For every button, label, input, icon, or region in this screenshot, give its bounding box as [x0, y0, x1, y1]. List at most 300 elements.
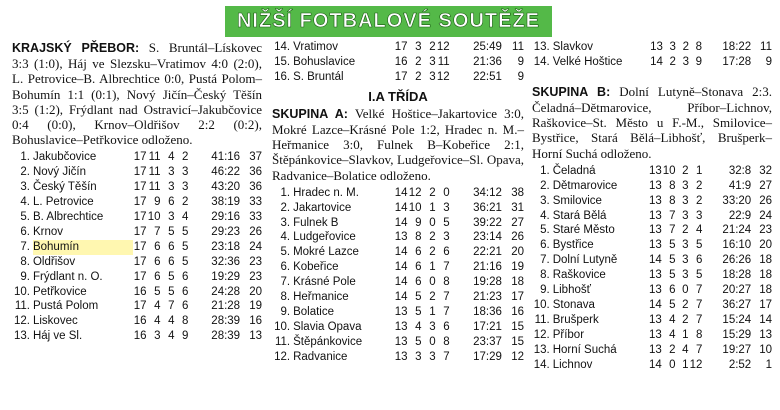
cell-p: 13: [394, 320, 408, 333]
cell-d: 2: [682, 164, 689, 177]
cell-pts: 15: [511, 320, 524, 333]
cell-rank: 1.: [20, 151, 30, 164]
cell-team: Kobeřice: [293, 261, 339, 274]
cell-w: 6: [415, 261, 422, 274]
cell-score: 25:49: [473, 41, 502, 53]
cell-rank: 12.: [533, 328, 550, 341]
cell-p: 13: [648, 343, 662, 356]
cell-team: Staré Město: [552, 224, 615, 237]
cell-pts: 33: [249, 211, 262, 224]
cell-l: 8: [443, 276, 450, 289]
cell-pts: 17: [511, 291, 524, 304]
cell-l: 3: [695, 209, 703, 222]
cell-rank: 14.: [533, 55, 550, 68]
skupina-a-results: [272, 106, 524, 183]
cell-rank: 1.: [280, 186, 291, 199]
cell-w: 5: [669, 239, 676, 252]
cell-l: 8: [695, 328, 703, 341]
cell-d: 3: [682, 179, 689, 192]
cell-l: 7: [695, 313, 703, 326]
cell-score: 18:22: [722, 41, 752, 53]
table-row: [272, 186, 524, 201]
krajsky-prebor-table-continued: [272, 40, 524, 85]
cell-rank: 10.: [13, 285, 30, 298]
cell-score: 26:26: [722, 254, 752, 267]
cell-l: 6: [443, 320, 450, 333]
cell-p: 14: [394, 216, 408, 229]
table-row: [532, 55, 772, 70]
cell-p: 13: [648, 328, 662, 341]
cell-w: 2: [669, 55, 676, 68]
cell-rank: 5.: [20, 211, 30, 224]
cell-rank: 2.: [540, 179, 550, 192]
cell-l: 5: [181, 240, 189, 253]
cell-p: 14: [650, 55, 663, 68]
cell-team: Radvanice: [293, 350, 348, 363]
cell-pts: 1: [765, 358, 772, 371]
cell-rank: 15.: [274, 55, 291, 68]
cell-team: Petřkovice: [32, 285, 87, 298]
cell-p: 14: [394, 246, 408, 259]
cell-pts: 27: [759, 179, 772, 192]
cell-pts: 26: [511, 231, 524, 244]
cell-l: 4: [181, 211, 189, 224]
cell-rank: 6.: [20, 225, 30, 238]
table-row: [12, 165, 262, 180]
cell-score: 19:28: [473, 276, 502, 289]
cell-pts: 17: [759, 298, 772, 311]
cell-w: 8: [669, 179, 676, 192]
cell-score: 20:27: [722, 284, 752, 297]
cell-l: 7: [695, 343, 703, 356]
cell-team: S. Bruntál: [293, 70, 344, 83]
column-right: [532, 40, 772, 373]
cell-p: 13: [648, 313, 662, 326]
cell-l: 3: [443, 231, 450, 244]
cell-d: 1: [682, 358, 689, 371]
cell-team: Mokré Lazce: [293, 246, 359, 259]
cell-l: 6: [181, 300, 189, 313]
cell-team: Hradec n. M.: [293, 186, 359, 199]
cell-w: 0: [669, 358, 676, 371]
cell-p: 13: [394, 350, 408, 363]
cell-l: 3: [181, 181, 189, 194]
cell-score: 23:18: [211, 240, 241, 253]
cell-d: 4: [682, 343, 689, 356]
table-row: [12, 255, 262, 270]
cell-d: 4: [168, 151, 175, 164]
cell-d: 4: [168, 330, 175, 343]
cell-p: 14: [394, 276, 408, 289]
skupina-b-table: [532, 164, 772, 373]
cell-p: 13: [648, 179, 662, 192]
cell-d: 2: [429, 41, 436, 53]
cell-l: 2: [695, 179, 703, 192]
cell-p: 13: [648, 284, 662, 297]
cell-rank: 7.: [20, 240, 30, 253]
cell-d: 3: [682, 55, 689, 68]
cell-d: 0: [682, 284, 689, 297]
cell-score: 29:16: [211, 211, 241, 224]
table-row: [272, 350, 524, 365]
cell-d: 2: [429, 231, 436, 244]
cell-w: 7: [669, 209, 676, 222]
cell-pts: 20: [511, 246, 524, 259]
cell-team: Krnov: [32, 225, 64, 238]
cell-rank: 14.: [274, 41, 291, 53]
cell-team: Bohuslavice: [293, 55, 356, 68]
cell-d: 3: [429, 320, 436, 333]
column-krajsky-prebor: [12, 40, 262, 344]
table-row: [12, 270, 262, 285]
cell-team: Stonava: [552, 298, 595, 311]
table-row: [12, 180, 262, 195]
cell-p: 17: [133, 211, 147, 224]
cell-score: 17:29: [473, 350, 502, 363]
cell-w: 6: [415, 276, 422, 289]
cell-score: 2:52: [728, 358, 752, 371]
cell-score: 23:14: [473, 231, 502, 244]
cell-team: Frýdlant n. O.: [32, 270, 103, 283]
krajsky-prebor-title: KRAJSKÝ PŘEBOR:: [12, 41, 140, 55]
cell-d: 3: [429, 350, 436, 363]
cell-score: 46:22: [211, 166, 241, 179]
cell-l: 2: [695, 194, 703, 207]
cell-team: Český Těšín: [32, 181, 97, 194]
cell-score: 21:24: [722, 224, 752, 237]
cell-team: Vratimov: [293, 41, 339, 53]
cell-d: 7: [168, 300, 175, 313]
cell-score: 18:28: [722, 269, 752, 282]
cell-w: 3: [415, 350, 422, 363]
cell-d: 2: [429, 291, 436, 304]
cell-rank: 12.: [274, 350, 291, 363]
table-row: [272, 320, 524, 335]
cell-w: 8: [415, 231, 422, 244]
cell-w: 10: [408, 201, 422, 214]
cell-pts: 13: [249, 330, 262, 343]
cell-w: 4: [415, 320, 422, 333]
cell-rank: 12.: [13, 315, 30, 328]
cell-d: 3: [682, 239, 689, 252]
cell-w: 11: [148, 151, 161, 164]
cell-d: 4: [168, 315, 175, 328]
cell-team: Háj ve Sl.: [32, 330, 83, 343]
cell-team: Slavkov: [552, 41, 594, 53]
cell-team: Fulnek B: [293, 216, 339, 229]
cell-w: 2: [669, 343, 676, 356]
cell-pts: 23: [759, 224, 772, 237]
cell-w: 12: [408, 186, 422, 199]
table-row: [532, 164, 772, 179]
cell-p: 17: [133, 151, 147, 164]
cell-w: 9: [415, 216, 422, 229]
cell-l: 4: [695, 224, 703, 237]
cell-rank: 8.: [280, 291, 291, 304]
cell-d: 3: [682, 209, 689, 222]
cell-w: 6: [154, 255, 161, 268]
table-row: [532, 40, 772, 55]
cell-w: 6: [415, 246, 422, 259]
table-row: [532, 194, 772, 209]
cell-pts: 33: [249, 196, 262, 209]
cell-w: 7: [669, 224, 676, 237]
table-row: [12, 210, 262, 225]
cell-l: 0: [443, 186, 450, 199]
table-row: [272, 275, 524, 290]
cell-d: 2: [682, 313, 689, 326]
cell-team: Bohumín: [33, 240, 133, 255]
cell-rank: 14.: [533, 358, 550, 371]
table-row: [272, 55, 524, 70]
cell-l: 11: [437, 55, 450, 68]
krajsky-prebor-results: [12, 40, 262, 147]
cell-d: 0: [429, 216, 436, 229]
cell-team: B. Albrechtice: [32, 211, 104, 224]
cell-rank: 5.: [540, 224, 550, 237]
cell-p: 17: [133, 225, 147, 238]
cell-team: Dolní Lutyně: [552, 254, 618, 267]
cell-w: 5: [154, 285, 161, 298]
cell-pts: 10: [759, 343, 772, 356]
cell-rank: 4.: [20, 196, 30, 209]
cell-pts: 18: [759, 254, 772, 267]
skupina-a-table: [272, 186, 524, 365]
cell-pts: 20: [759, 239, 772, 252]
table-row: [12, 240, 262, 255]
cell-pts: 11: [512, 41, 524, 53]
cell-pts: 9: [517, 55, 524, 68]
table-row: [532, 328, 772, 343]
cell-l: 9: [181, 330, 189, 343]
cell-team: Brušperk: [552, 313, 599, 326]
cell-d: 0: [429, 335, 436, 348]
cell-w: 5: [669, 269, 676, 282]
table-row: [532, 238, 772, 253]
cell-pts: 23: [249, 270, 262, 283]
cell-pts: 26: [249, 225, 262, 238]
cell-d: 6: [168, 196, 175, 209]
cell-rank: 13.: [533, 343, 550, 356]
cell-pts: 14: [759, 313, 772, 326]
cell-w: 4: [669, 328, 676, 341]
table-row: [532, 209, 772, 224]
table-row: [12, 314, 262, 329]
cell-w: 5: [669, 254, 676, 267]
cell-team: L. Petrovice: [32, 196, 94, 209]
cell-l: 7: [695, 298, 703, 311]
table-row: [12, 299, 262, 314]
cell-d: 1: [682, 328, 689, 341]
table-row: [12, 225, 262, 240]
table-row: [272, 305, 524, 320]
cell-p: 14: [394, 201, 408, 214]
cell-p: 14: [394, 261, 408, 274]
cell-d: 5: [168, 285, 175, 298]
cell-w: 4: [154, 315, 161, 328]
cell-p: 13: [648, 224, 662, 237]
cell-pts: 24: [759, 209, 772, 222]
cell-p: 14: [394, 291, 408, 304]
cell-rank: 2.: [20, 166, 30, 179]
cell-pts: 16: [511, 305, 524, 318]
cell-score: 36:21: [473, 201, 502, 214]
cell-p: 13: [648, 164, 662, 177]
cell-rank: 13.: [13, 330, 30, 343]
banner-title: NIŽŠÍ FOTBALOVÉ SOUTĚŽE: [236, 10, 540, 32]
cell-pts: 38: [511, 186, 524, 199]
cell-score: 33:20: [722, 194, 752, 207]
cell-l: 8: [181, 315, 189, 328]
cell-team: Lichnov: [552, 358, 593, 371]
skupina-b-title: SKUPINA B:: [532, 84, 611, 99]
cell-score: 41:9: [728, 179, 752, 192]
cell-d: 6: [168, 255, 175, 268]
cell-w: 4: [154, 300, 161, 313]
cell-w: 6: [154, 240, 161, 253]
table-row: [532, 223, 772, 238]
cell-score: 36:27: [722, 298, 752, 311]
table-row: [272, 201, 524, 216]
cell-p: 13: [394, 231, 408, 244]
skupina-a-table-continued: [532, 40, 772, 70]
cell-l: 6: [181, 285, 189, 298]
cell-pts: 19: [511, 261, 524, 274]
cell-team: Krásné Pole: [293, 276, 356, 289]
cell-w: 3: [669, 41, 676, 53]
cell-team: Dětmarovice: [552, 179, 618, 192]
cell-pts: 11: [760, 41, 772, 53]
cell-team: Jakubčovice: [32, 151, 97, 164]
cell-w: 9: [154, 196, 161, 209]
table-row: [12, 195, 262, 210]
cell-pts: 13: [759, 328, 772, 341]
cell-score: 38:19: [211, 196, 241, 209]
cell-l: 12: [436, 70, 450, 83]
table-row: [272, 245, 524, 260]
cell-w: 6: [669, 284, 676, 297]
cell-rank: 13.: [533, 41, 550, 53]
cell-team: Nový Jičín: [32, 166, 87, 179]
table-row: [272, 260, 524, 275]
cell-score: 28:39: [211, 315, 241, 328]
cell-l: 6: [695, 254, 703, 267]
cell-score: 22:21: [473, 246, 502, 259]
cell-score: 22:51: [473, 70, 502, 83]
cell-l: 2: [181, 196, 189, 209]
page-banner: [225, 6, 552, 37]
cell-team: Čeladná: [552, 164, 596, 177]
cell-w: 5: [415, 305, 422, 318]
cell-rank: 5.: [280, 246, 291, 259]
cell-score: 28:39: [211, 330, 241, 343]
cell-l: 8: [695, 41, 703, 53]
cell-d: 1: [429, 261, 436, 274]
cell-d: 3: [168, 181, 175, 194]
cell-p: 17: [133, 166, 147, 179]
cell-w: 4: [669, 313, 676, 326]
cell-p: 17: [133, 270, 147, 283]
trida-heading: I.A TŘÍDA: [368, 88, 428, 104]
column-middle: [272, 40, 524, 365]
table-row: [532, 298, 772, 313]
cell-score: 21:36: [473, 55, 502, 68]
cell-score: 18:36: [473, 305, 502, 318]
cell-score: 19:29: [211, 270, 241, 283]
cell-pts: 9: [517, 70, 524, 83]
cell-rank: 3.: [540, 194, 550, 207]
skupina-b-results-text: Dolní Lutyně–Stonava 2:3. Čeladná–Dětmarovice, Příbor–Lichnov, Raškovice–St. Město u F.-M., Smilovice–Bystřice, Stará Bělá–Libhošť, Brušperk–Horní Suchá odloženo.: [532, 83, 772, 161]
cell-pts: 18: [511, 276, 524, 289]
cell-rank: 7.: [280, 276, 291, 289]
cell-pts: 32: [759, 164, 772, 177]
cell-pts: 16: [249, 315, 262, 328]
cell-p: 13: [648, 239, 662, 252]
cell-l: 7: [443, 350, 450, 363]
cell-pts: 19: [249, 300, 262, 313]
cell-rank: 16.: [274, 70, 291, 83]
table-row: [532, 283, 772, 298]
cell-pts: 37: [249, 151, 262, 164]
table-row: [272, 40, 524, 55]
cell-rank: 8.: [540, 269, 550, 282]
table-row: [12, 150, 262, 165]
cell-d: 2: [429, 186, 436, 199]
cell-d: 3: [682, 194, 689, 207]
table-row: [532, 268, 772, 283]
cell-w: 11: [148, 166, 161, 179]
cell-d: 2: [682, 41, 689, 53]
cell-d: 3: [168, 211, 175, 224]
krajsky-prebor-results-text: S. Bruntál–Lískovec 3:3 (1:0), Háj ve Slezsku–Vratimov 4:0 (2:0), L. Petrovice–B. Albrechtice 0:0, Pustá Polom–Bohumín 1:1 (0:1), Nový Jičín–Český Těšín 3:5 (1:2), Frýdlant nad Ostravicí–Jakubčovice 0:4 (0:0), Krnov–Oldřišov 2:2 (0:2), Bohuslavice–Petřkovice odloženo.: [12, 40, 262, 148]
cell-rank: 11.: [534, 313, 550, 326]
cell-p: 13: [648, 194, 662, 207]
cell-w: 7: [154, 225, 161, 238]
cell-p: 13: [650, 41, 663, 53]
cell-w: 10: [662, 164, 676, 177]
cell-pts: 9: [765, 55, 772, 68]
cell-p: 17: [133, 240, 147, 253]
krajsky-prebor-table: [12, 150, 262, 344]
cell-score: 24:28: [211, 285, 241, 298]
cell-score: 32:8: [728, 164, 752, 177]
cell-p: 17: [133, 181, 147, 194]
cell-team: Velké Hoštice: [552, 55, 623, 68]
cell-rank: 2.: [280, 201, 291, 214]
cell-l: 5: [443, 216, 450, 229]
skupina-b-results: [532, 84, 772, 161]
cell-score: 21:28: [211, 300, 241, 313]
cell-w: 5: [669, 298, 676, 311]
cell-team: Liskovec: [32, 315, 78, 328]
skupina-a-title: SKUPINA A:: [272, 106, 348, 121]
cell-team: Ludgeřovice: [293, 231, 356, 244]
cell-w: 5: [415, 291, 422, 304]
cell-l: 5: [695, 239, 703, 252]
table-row: [272, 230, 524, 245]
cell-rank: 4.: [280, 231, 291, 244]
cell-rank: 11.: [274, 335, 291, 348]
cell-team: Bolatice: [293, 305, 334, 318]
cell-team: Horní Suchá: [552, 343, 617, 356]
cell-team: Jakartovice: [293, 201, 352, 214]
cell-p: 16: [133, 315, 147, 328]
cell-rank: 3.: [20, 181, 30, 194]
cell-w: 2: [415, 70, 422, 83]
cell-pts: 20: [249, 285, 262, 298]
cell-score: 41:16: [211, 151, 241, 164]
cell-d: 5: [168, 225, 175, 238]
